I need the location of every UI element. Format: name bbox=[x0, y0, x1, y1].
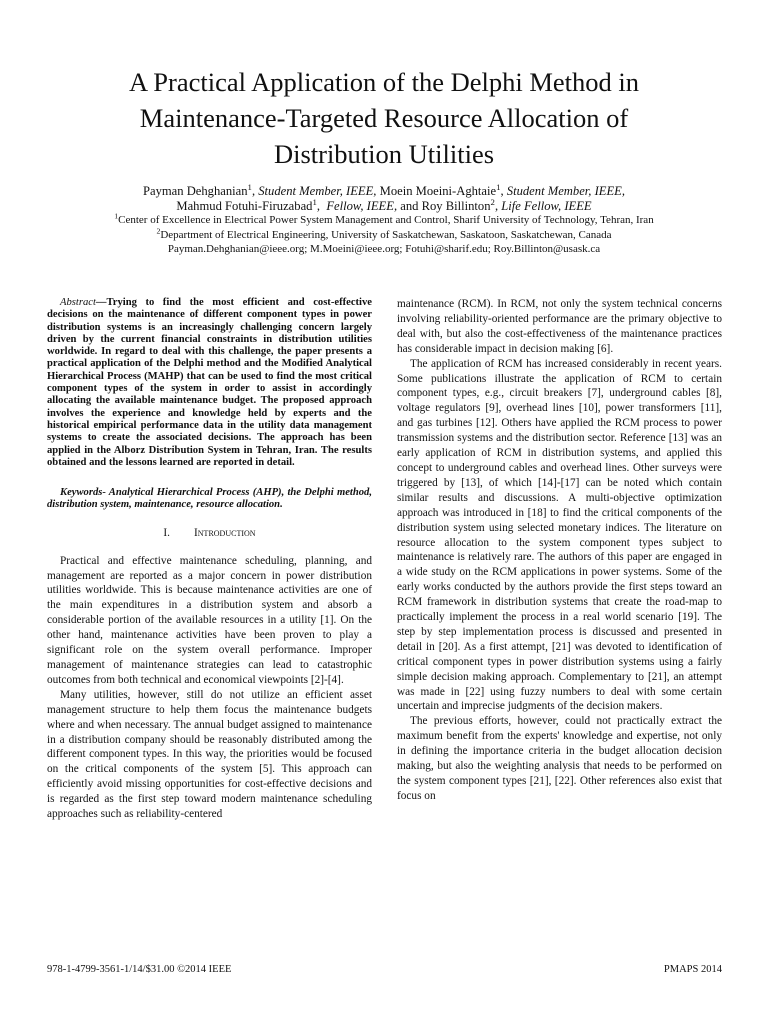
author-name: Mahmud Fotuhi-Firuzabad bbox=[176, 198, 313, 213]
author-membership: Student Member, IEEE, bbox=[258, 184, 377, 198]
author-name: Roy Billinton bbox=[421, 198, 491, 213]
title-line-1: A Practical Application of the Delphi Method in bbox=[128, 67, 640, 97]
paper-title bbox=[40, 64, 728, 172]
left-column bbox=[47, 297, 372, 822]
affiliation-text: Center of Excellence in Electrical Power System Management and Control, Sharif University of Technology, Tehran, Iran bbox=[118, 214, 654, 226]
author-superscript: 2 bbox=[490, 196, 495, 207]
body-paragraph: Many utilities, however, still do not utilize an efficient asset management structure to help them focus the maintenance budgets where and when necessary. The annual budget assigned to maintenance in a distribution company should be reasonably distributed among the different component types. In this way, the priorities would be focused on the critical components of the system [5]. This approach can efficiently avoid missing opportunities for cost-effective decisions and is regarded as the first step toward modern maintenance scheduling approaches such as reliability-centered bbox=[47, 688, 372, 821]
section-title: Introduction bbox=[194, 526, 256, 539]
author-name: Moein Moeini-Aghtaie bbox=[379, 184, 497, 198]
author-name: Payman Dehghanian bbox=[142, 184, 248, 198]
author-conjunction: and bbox=[400, 198, 419, 213]
affiliation-superscript: 1 bbox=[114, 211, 119, 221]
body-paragraph: The previous efforts, however, could not practically extract the maximum benefit from the experts' knowledge and expertise, not only in defining the importance criteria in the budget allocation decision making, but also the weighting analysis that needs to be performed on the system component types [21], [22]. Other references also exist that focus on bbox=[397, 715, 722, 802]
abstract-dash: — bbox=[95, 297, 107, 308]
author-block bbox=[30, 181, 738, 257]
affiliation-superscript: 2 bbox=[156, 225, 161, 235]
author-line-2: Mahmud Fotuhi-Firuzabad$^1$, Fellow, IEEE, and Roy Billinton$^2$, Life Fellow, IEEE bbox=[176, 196, 592, 213]
affiliation-2 bbox=[30, 225, 738, 243]
footer-conference: PMAPS 2014 bbox=[663, 964, 722, 975]
affiliation-1 bbox=[30, 213, 738, 228]
section-number: I. bbox=[163, 526, 171, 539]
author-membership: Fellow, IEEE, bbox=[326, 198, 398, 213]
footer-copyright: 978-1-4799-3561-1/14/$31.00 ©2014 IEEE bbox=[47, 964, 232, 975]
abstract-label: Abstract bbox=[60, 297, 96, 308]
right-column bbox=[397, 297, 722, 804]
author-superscript: 1 bbox=[496, 181, 501, 192]
author-line-1: Payman Dehghanian$^1$, Student Member, IEEE, Moein Moeini-Aghtaie$^1$, Student Member, IEEE, bbox=[142, 181, 626, 198]
title-line-2: Maintenance-Targeted Resource Allocation of bbox=[139, 103, 629, 133]
body-paragraph: The application of RCM has increased considerably in recent years. Some publications illustrate the application of RCM to certain component types, e.g., circuit breakers [7], underground cables [8], voltage regulators [9], overhead lines [10], power transformers [11], and gas turbines [12]. Others have applied the RCM process to power transmission systems and the distribution sector. Reference [13] was an early application of RCM in distribution systems, and applied this concept to underground cables and overhead lines. Other surveys were triggered by [13], of which [14]-[17] can be noted which contain similar results and discussions. A multi-objective optimization approach was introduced in [18] to find the critical components of the distribution system using selected monetary indices. The literature on resource allocation to the system component types subject to maintenance is relatively rare. The authors of this paper are engaged in a wide study on the RCM applications in power systems. Some of the early works conducted by the authors provide the first steps toward an RCM framework in distribution systems that create the road-map to practically implement the process in a real world scenario [19]. The step by step implementation process is discussed and presented in detail in [20]. As a first attempt, [21] was devoted to identification of critical component types in power distribution systems using a fairly simple decision making approach. Complementary to [21], an attempt was made in [22] using fuzzy numbers to deal with some certain uncertain and imprecise judgments of the decision makers. bbox=[397, 357, 722, 713]
title-line-3: Distribution Utilities bbox=[273, 139, 495, 169]
body-paragraph: Practical and effective maintenance scheduling, planning, and management are reported as a major concern in power distribution utilities worldwide. This is because maintenance activities are one of the main expenditures in a distribution system and absorb a considerable portion of the available resources in a utility [1]. On the other hand, maintenance activities have been proven to play a significant role on the system overall performance. Improper management of maintenance strategies can lead to catastrophic outcomes from both technical and economical viewpoints [2]-[4]. bbox=[47, 554, 372, 686]
body-paragraph: maintenance (RCM). In RCM, not only the system technical concerns involving reliability-oriented performance are the primary objective to deal with, but also the cost-effectiveness of the maintenance practices has considerable impact in decision making [6]. bbox=[397, 298, 722, 355]
section-heading bbox=[47, 526, 372, 541]
author-emails: Payman.Dehghanian@ieee.org; M.Moeini@ieee.org; Fotuhi@sharif.edu; Roy.Billinton@usask.ca bbox=[167, 243, 601, 255]
abstract-text: Trying to find the most efficient and cost-effective decisions on the maintenance of different component types in power distribution systems is an increasingly challenging concern largely driven by the current financial constraints in distribution utilities worldwide. In regard to deal with this challenge, the paper presents a practical application of the Delphi method and the Modified Analytical Hierarchical Process (MAHP) that can be used to find the most critical component types of the system in order to assist in accordingly allocating the available maintenance budget. The proposed approach involves the experience and knowledge held by experts and the historical empirical performance data in the utility data management systems to create the associated decisions. The approach has been applied in the Alborz Distribution System in Tehran, Iran. The results obtained and the lessons learned are reported in detail. bbox=[47, 297, 372, 468]
author-superscript: 1 bbox=[247, 181, 252, 192]
keywords: Keywords- Analytical Hierarchical Process (AHP), the Delphi method, distribution system, maintenance, resource allocation. bbox=[47, 487, 372, 511]
author-superscript: 1 bbox=[312, 196, 317, 207]
affiliation-text: Department of Electrical Engineering, University of Saskatchewan, Saskatoon, Saskatchewan, Canada bbox=[160, 228, 612, 241]
abstract bbox=[47, 297, 372, 469]
author-membership: Student Member, IEEE, bbox=[506, 184, 626, 198]
author-membership: Life Fellow, IEEE bbox=[501, 198, 592, 213]
